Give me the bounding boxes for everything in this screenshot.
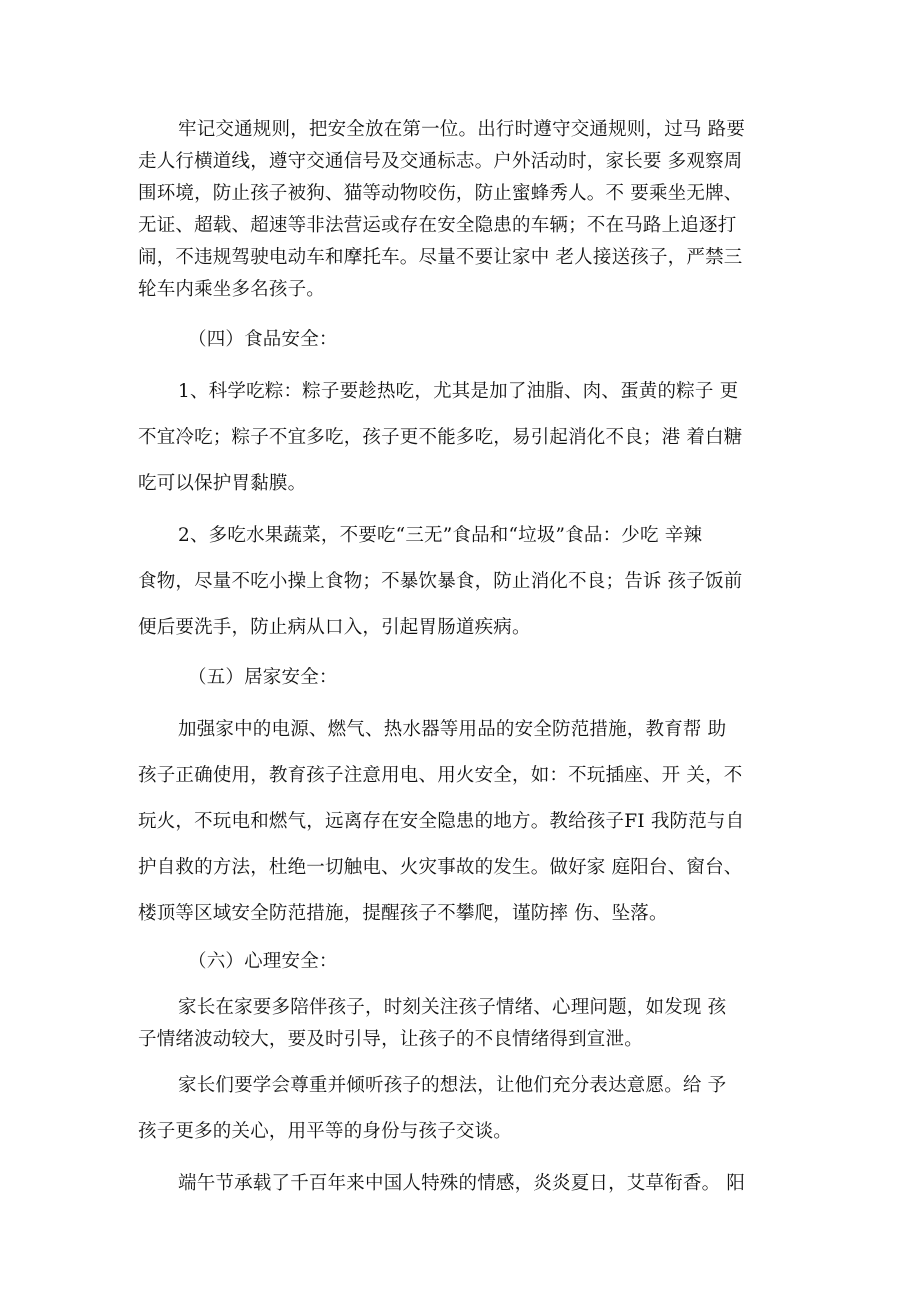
paragraph-line: 走人行横道线，遵守交通信号及交通标志。户外活动时，家长要 多观察周: [138, 151, 743, 172]
paragraph-line: 1、科学吃粽：粽子要趁热吃，尤其是加了油脂、肉、蛋黄的粽子 更: [178, 381, 739, 402]
paragraph-line: 端午节承载了千百年来中国人特殊的情感，炎炎夏日，艾草衔香。 阳: [178, 1173, 746, 1194]
paragraph-line: 玩火，不玩电和燃气，远离存在安全隐患的地方。教给孩子FI 我防范与自: [138, 811, 745, 832]
paragraph-line: 无证、超载、超速等非法营运或存在安全隐患的车辆；不在马路上追逐打: [138, 215, 737, 236]
paragraph-line: 围环境，防止孩子被狗、猫等动物咬伤，防止蜜蜂秀人。不 要乘坐无牌、: [138, 183, 743, 204]
paragraph-line: 2、多吃水果蔬菜，不要吃“三无”食品和“垃圾”食品：少吃 辛辣: [178, 525, 703, 546]
section-heading: （五）居家安全：: [188, 667, 338, 688]
paragraph-line: 孩子更多的关心，用平等的身份与孩子交谈。: [138, 1121, 513, 1142]
paragraph-line: 牢记交通规则，把安全放在第一位。出行时遵守交通规则，过马 路要: [178, 119, 746, 140]
paragraph-line: 食物，尽量不吃小操上食物；不暴饮暴食，防止消化不良；告诉 孩子饭前: [138, 571, 743, 592]
section-heading: （四）食品安全：: [188, 329, 338, 350]
paragraph-line: 家长在家要多陪伴孩子，时刻关注孩子情绪、心理问题，如发现 孩: [178, 997, 727, 1018]
paragraph-line: 孩子正确使用，教育孩子注意用电、用火安全，如：不玩插座、开 关，不: [138, 765, 743, 786]
paragraph-line: 加强家中的电源、燃气、热水器等用品的安全防范措施，教育帮 助: [178, 719, 727, 740]
paragraph-line: 闹，不违规驾驶电动车和摩托车。尽量不要让家中 老人接送孩子，严禁三: [138, 247, 743, 268]
paragraph-line: 护自救的方法，杜绝一切触电、火灾事故的发生。做好家 庭阳台、窗台、: [138, 857, 743, 878]
paragraph-line: 家长们要学会尊重并倾听孩子的想法，让他们充分表达意愿。给 予: [178, 1075, 727, 1096]
paragraph-line: 便后要洗手，防止病从口入，引起胃肠道疾病。: [138, 617, 531, 638]
paragraph-line: 轮车内乘坐多名孩子。: [138, 279, 326, 300]
paragraph-line: 吃可以保护胃黏膜。: [138, 473, 307, 494]
paragraph-line: 不宜冷吃；粽子不宜多吃，孩子更不能多吃，易引起消化不良；港 着白糖: [138, 427, 743, 448]
paragraph-line: 楼顶等区域安全防范措施，提醒孩子不攀爬，谨防摔 伤、坠落。: [138, 903, 668, 924]
section-heading: （六）心理安全：: [188, 951, 338, 972]
paragraph-line: 子情绪波动较大，要及时引导，让孩子的不良情绪得到宣泄。: [138, 1029, 643, 1050]
